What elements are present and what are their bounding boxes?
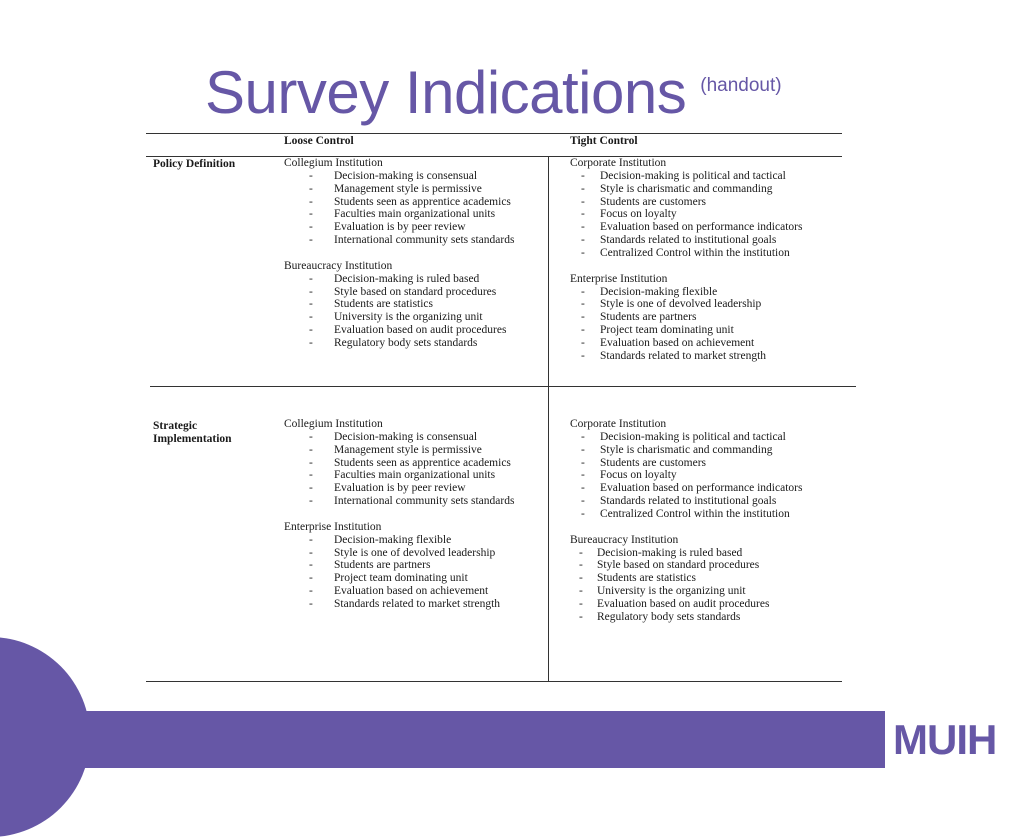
institution-title: Collegium Institution <box>284 418 383 430</box>
list-item <box>284 196 546 209</box>
bullet-dash: - <box>309 272 313 285</box>
list-item-text: International community sets standards <box>334 233 515 246</box>
list-item-text: Evaluation based on achievement <box>600 336 755 349</box>
bullet-dash: - <box>581 233 585 246</box>
list-item <box>284 183 546 196</box>
bullet-dash: - <box>309 584 313 597</box>
bullet-dash: - <box>581 208 585 221</box>
list-item <box>284 598 546 611</box>
row-label-policy: Policy Definition <box>153 158 236 170</box>
list-item <box>284 495 546 508</box>
list-item <box>284 337 546 350</box>
institution-group <box>570 273 840 363</box>
list-item-text: Evaluation based on audit procedures <box>597 597 770 610</box>
institution-title: Corporate Institution <box>570 157 667 169</box>
list-item-text: Standards related to market strength <box>600 349 767 362</box>
bullet-dash: - <box>581 456 585 469</box>
list-item <box>284 324 546 337</box>
bullet-dash: - <box>309 233 313 246</box>
list-item-text: Evaluation is by peer review <box>334 482 466 495</box>
list-item <box>570 508 840 521</box>
list-item <box>284 444 546 457</box>
list-item <box>284 234 546 247</box>
list-item-text: Style based on standard procedures <box>334 285 497 298</box>
list-item <box>284 482 546 495</box>
institution-title: Corporate Institution <box>570 418 667 430</box>
institution-title: Collegium Institution <box>284 157 383 169</box>
list-item-text: Centralized Control within the institution <box>600 246 790 259</box>
cell-strategic-tight <box>570 418 840 636</box>
list-item-text: Management style is permissive <box>334 182 482 195</box>
bullet-dash: - <box>309 559 313 572</box>
row-label-strategic <box>153 420 232 446</box>
bullet-dash: - <box>581 482 585 495</box>
list-item-text: Focus on loyalty <box>600 469 677 482</box>
list-item-text: Evaluation based on performance indicators <box>600 482 803 495</box>
list-item-text: Evaluation based on audit procedures <box>334 323 507 336</box>
title-subtitle: (handout) <box>700 75 782 96</box>
list-item <box>570 337 840 350</box>
list-item-text: Students are customers <box>600 195 707 208</box>
bullet-dash: - <box>309 298 313 311</box>
list-item <box>284 208 546 221</box>
list-item-text: Style based on standard procedures <box>597 559 760 572</box>
list-item-text: Project team dominating unit <box>600 323 734 336</box>
list-item <box>284 311 546 324</box>
list-item-text: Students seen as apprentice academics <box>334 195 511 208</box>
list-item <box>570 585 840 598</box>
bullet-dash: - <box>309 323 313 336</box>
bullet-dash: - <box>581 311 585 324</box>
list-item-text: Decision-making flexible <box>334 533 452 546</box>
list-item-text: Style is charismatic and commanding <box>600 443 773 456</box>
slide-title <box>205 58 782 127</box>
table-top-rule <box>146 133 842 134</box>
list-item-text: Students are statistics <box>334 298 434 311</box>
bullet-dash: - <box>309 170 313 182</box>
institution-title: Enterprise Institution <box>284 520 382 533</box>
list-item <box>570 431 840 444</box>
bullet-dash: - <box>309 311 313 324</box>
list-item-text: Management style is permissive <box>334 443 482 456</box>
list-item <box>570 298 840 311</box>
list-item-text: Regulatory body sets standards <box>334 336 478 349</box>
bullet-dash: - <box>579 572 583 585</box>
list-item-text: Evaluation based on achievement <box>334 584 489 597</box>
list-item <box>570 444 840 457</box>
bullet-dash: - <box>581 182 585 195</box>
list-item <box>570 170 840 183</box>
bullet-dash: - <box>579 546 583 559</box>
list-item <box>570 324 840 337</box>
muih-logo: MUIH <box>893 716 997 763</box>
bullet-dash: - <box>309 597 313 610</box>
list-item <box>284 170 546 183</box>
row-label-line: Strategic <box>153 420 198 432</box>
list-item <box>284 585 546 598</box>
list-item <box>570 469 840 482</box>
list-item-text: Regulatory body sets standards <box>597 610 741 623</box>
list-item-text: Centralized Control within the institution <box>600 507 790 520</box>
list-item <box>570 457 840 470</box>
bullet-dash: - <box>581 336 585 349</box>
institution-title: Bureaucracy Institution <box>284 259 393 272</box>
row-label-line: Implementation <box>153 433 232 445</box>
list-item-text: Style is charismatic and commanding <box>600 182 773 195</box>
list-item-text: Style is one of devolved leadership <box>600 298 762 311</box>
list-item-text: Decision-making flexible <box>600 285 718 298</box>
list-item <box>570 547 840 560</box>
list-item-text: Evaluation based on performance indicators <box>600 221 803 234</box>
bullet-dash: - <box>579 597 583 610</box>
bullet-dash: - <box>309 572 313 585</box>
list-item <box>570 611 840 624</box>
list-item-text: Standards related to institutional goals <box>600 233 777 246</box>
list-item-text: Decision-making is consensual <box>334 431 478 443</box>
bullet-dash: - <box>309 182 313 195</box>
list-item-text: University is the organizing unit <box>597 584 746 597</box>
list-item-text: Faculties main organizational units <box>334 469 496 482</box>
bullet-dash: - <box>581 170 585 182</box>
list-item <box>284 431 546 444</box>
bullet-dash: - <box>581 285 585 298</box>
list-item-text: Project team dominating unit <box>334 572 468 585</box>
cell-strategic-loose <box>284 418 546 624</box>
list-item <box>570 482 840 495</box>
list-item <box>570 208 840 221</box>
list-item <box>570 311 840 324</box>
institution-group <box>570 157 840 260</box>
institution-title: Enterprise Institution <box>570 272 668 285</box>
list-item <box>570 350 840 363</box>
bullet-dash: - <box>581 443 585 456</box>
col-header-tight: Tight Control <box>570 135 638 147</box>
list-item-text: Decision-making is ruled based <box>597 546 743 559</box>
title-main: Survey Indications <box>205 59 687 126</box>
institution-group <box>284 157 546 247</box>
cell-policy-loose <box>284 157 546 363</box>
table-bottom-rule <box>146 681 842 682</box>
list-item-text: Decision-making is political and tactical <box>600 431 786 443</box>
bullet-dash: - <box>581 507 585 520</box>
bullet-dash: - <box>309 546 313 559</box>
list-item <box>570 247 840 260</box>
bullet-dash: - <box>581 246 585 259</box>
bullet-dash: - <box>581 349 585 362</box>
bullet-dash: - <box>309 336 313 349</box>
list-item-text: Students are partners <box>334 559 431 572</box>
bullet-dash: - <box>309 443 313 456</box>
list-item-text: University is the organizing unit <box>334 311 483 324</box>
list-item <box>570 572 840 585</box>
bullet-dash: - <box>579 610 583 623</box>
list-item <box>570 559 840 572</box>
footer-band <box>0 711 1024 768</box>
bullet-dash: - <box>309 431 313 443</box>
institution-group <box>570 534 840 624</box>
bullet-dash: - <box>309 482 313 495</box>
bullet-dash: - <box>309 469 313 482</box>
list-item-text: Students seen as apprentice academics <box>334 456 511 469</box>
bullet-dash: - <box>309 195 313 208</box>
list-item-text: Decision-making is ruled based <box>334 272 480 285</box>
list-item <box>284 572 546 585</box>
list-item <box>570 495 840 508</box>
list-item <box>284 559 546 572</box>
column-divider <box>548 156 549 681</box>
list-item-text: Students are customers <box>600 456 707 469</box>
bullet-dash: - <box>579 584 583 597</box>
bullet-dash: - <box>581 221 585 234</box>
list-item-text: Style is one of devolved leadership <box>334 546 496 559</box>
bullet-dash: - <box>581 469 585 482</box>
bullet-dash: - <box>579 559 583 572</box>
list-item-text: Standards related to market strength <box>334 597 501 610</box>
list-item <box>570 234 840 247</box>
bullet-dash: - <box>309 494 313 507</box>
bullet-dash: - <box>309 456 313 469</box>
list-item-text: Standards related to institutional goals <box>600 494 777 507</box>
institution-group <box>284 418 546 508</box>
list-item <box>570 221 840 234</box>
list-item <box>570 183 840 196</box>
institution-group <box>284 260 546 350</box>
bullet-dash: - <box>581 298 585 311</box>
list-item <box>284 298 546 311</box>
list-item <box>570 598 840 611</box>
bullet-dash: - <box>309 533 313 546</box>
list-item-text: Faculties main organizational units <box>334 208 496 221</box>
list-item <box>570 196 840 209</box>
list-item <box>284 457 546 470</box>
bullet-dash: - <box>309 208 313 221</box>
list-item-text: Decision-making is political and tactical <box>600 170 786 182</box>
institution-group <box>284 521 546 611</box>
list-item <box>284 469 546 482</box>
list-item <box>284 547 546 560</box>
bullet-dash: - <box>581 494 585 507</box>
list-item <box>284 534 546 547</box>
institution-title: Bureaucracy Institution <box>570 533 679 546</box>
list-item-text: Decision-making is consensual <box>334 170 478 182</box>
bullet-dash: - <box>581 431 585 443</box>
bullet-dash: - <box>581 195 585 208</box>
list-item <box>284 273 546 286</box>
list-item-text: Students are partners <box>600 311 697 324</box>
list-item-text: Students are statistics <box>597 572 697 585</box>
list-item-text: International community sets standards <box>334 494 515 507</box>
list-item-text: Focus on loyalty <box>600 208 677 221</box>
bullet-dash: - <box>309 285 313 298</box>
row-divider <box>150 386 856 387</box>
list-item <box>570 286 840 299</box>
institution-group <box>570 418 840 521</box>
col-header-loose: Loose Control <box>284 135 354 147</box>
list-item <box>284 286 546 299</box>
bullet-dash: - <box>309 221 313 234</box>
bullet-dash: - <box>581 323 585 336</box>
list-item-text: Evaluation is by peer review <box>334 221 466 234</box>
list-item <box>284 221 546 234</box>
cell-policy-tight <box>570 157 840 375</box>
